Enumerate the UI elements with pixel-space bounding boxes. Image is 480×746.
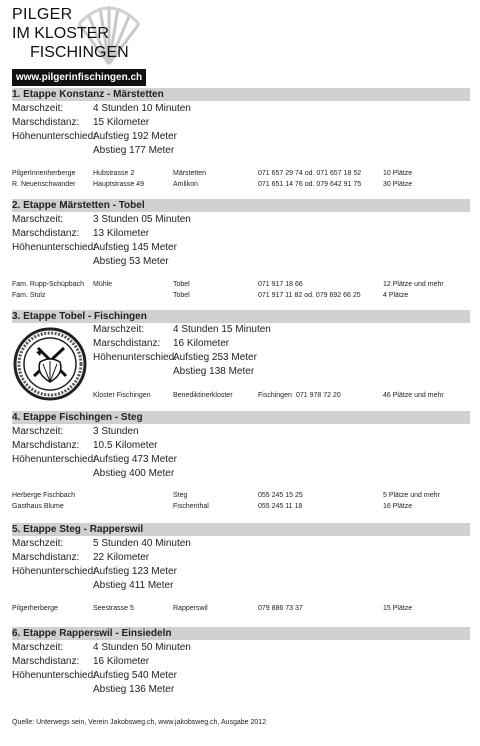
distance-label: Marschdistanz:: [12, 552, 80, 563]
stage-2: [12, 199, 470, 212]
elevation-label: Höhenunterschied:: [12, 131, 96, 142]
lodging-town: Märstetten: [173, 170, 207, 177]
elevation-label: Höhenunterschied:: [93, 352, 177, 363]
lodging-places: 16 Plätze: [383, 503, 413, 510]
time-value: 3 Stunden: [93, 426, 139, 437]
lodging-places: 46 Plätze und mehr: [383, 392, 444, 399]
lodging-places: 5 Plätze und mehr: [383, 492, 440, 499]
ascent-value: Aufstieg 192 Meter: [93, 131, 177, 142]
descent-value: Abstieg 53 Meter: [93, 256, 169, 267]
descent-value: Abstieg 136 Meter: [93, 684, 175, 695]
logo-line-2: IM KLOSTER: [12, 25, 109, 42]
lodging-name: Herberge Fischbach: [12, 492, 76, 499]
descent-value: Abstieg 411 Meter: [93, 580, 174, 591]
source-note: Quelle: Unterwegs sein, Verein Jakobsweg.ch, www.jakobsweg.ch, Ausgabe 2012: [12, 719, 267, 726]
lodging-town: Steg: [173, 492, 188, 499]
lodging-places: 4 Plätze: [383, 292, 409, 299]
logo-line-3: FISCHINGEN: [30, 44, 129, 61]
lodging-name: Fam. Rupp-Schüpbach: [12, 281, 84, 288]
descent-value: Abstieg 138 Meter: [173, 366, 255, 377]
distance-value: 16 Kilometer: [173, 338, 230, 349]
time-value: 5 Stunden 40 Minuten: [93, 538, 191, 549]
stage-title: 5. Etappe Steg - Rapperswil: [12, 523, 470, 536]
lodging-phone: 071 917 18 66: [258, 281, 303, 288]
logo: [12, 4, 146, 86]
stage-title: 4. Etappe Fischingen - Steg: [12, 411, 470, 424]
lodging-name: Fam. Stulz: [12, 292, 46, 299]
lodging-phone: 055 245 11 18: [258, 503, 303, 510]
lodging-name: R. Neuenschwander: [12, 181, 76, 188]
elevation-label: Höhenunterschied:: [12, 566, 96, 577]
time-label: Marschzeit:: [12, 214, 64, 225]
ascent-value: Aufstieg 123 Meter: [93, 566, 177, 577]
lodging-places: 10 Plätze: [383, 170, 413, 177]
lodging-town: Fischingen: [258, 392, 292, 399]
lodging-town: Rapperswil: [173, 605, 208, 612]
lodging-town: Tobel: [173, 281, 190, 288]
elevation-label: Höhenunterschied:: [12, 242, 96, 253]
lodging-places: 30 Plätze: [383, 181, 413, 188]
time-label: Marschzeit:: [12, 538, 64, 549]
lodging-phone: 071 978 72 20: [296, 392, 341, 399]
descent-value: Abstieg 177 Meter: [93, 145, 175, 156]
distance-value: 15 Kilometer: [93, 117, 150, 128]
distance-value: 22 Kilometer: [93, 552, 150, 563]
lodging-street: Mühle: [93, 281, 113, 288]
logo-url[interactable]: www.pilgerinfischingen.ch: [12, 69, 146, 86]
time-label: Marschzeit:: [12, 103, 64, 114]
distance-value: 16 Kilometer: [93, 656, 150, 667]
distance-label: Marschdistanz:: [12, 117, 80, 128]
time-label: Marschzeit:: [12, 426, 64, 437]
distance-label: Marschdistanz:: [12, 440, 80, 451]
logo-line-1: PILGER: [12, 6, 73, 23]
stage-4: [12, 411, 470, 424]
lodging-town: Fischenthal: [173, 503, 209, 510]
time-value: 4 Stunden 50 Minuten: [93, 642, 191, 653]
lodging-phone: 079 886 73 37: [258, 605, 303, 612]
ascent-value: Aufstieg 473 Meter: [93, 454, 177, 465]
lodging-phone: 071 651 14 76 od. 079 642 91 75: [258, 181, 362, 188]
lodging-street: Hubstrasse 2: [93, 170, 135, 177]
lodging-town: Amlikon: [173, 181, 198, 188]
elevation-label: Höhenunterschied:: [12, 670, 96, 681]
stage-6: [12, 627, 470, 640]
stage-1: [12, 88, 470, 101]
stage-5: [12, 523, 470, 536]
lodging-name: Gasthaus Blume: [12, 503, 64, 510]
lodging-name: PilgerInnenherberge: [12, 170, 76, 177]
distance-label: Marschdistanz:: [12, 228, 80, 239]
distance-label: Marschdistanz:: [12, 656, 80, 667]
distance-value: 13 Kilometer: [93, 228, 150, 239]
time-value: 4 Stunden 10 Minuten: [93, 103, 191, 114]
ascent-value: Aufstieg 145 Meter: [93, 242, 177, 253]
descent-value: Abstieg 400 Meter: [93, 468, 175, 479]
lodging-name: Kloster Fischingen: [93, 392, 151, 399]
lodging-street: Seestrasse 5: [93, 605, 134, 612]
monastery-seal-icon: [12, 326, 88, 402]
stage-3: [12, 310, 470, 323]
stage-title: 6. Etappe Rapperswil - Einsiedeln: [12, 627, 470, 640]
lodging-phone: 071 917 11 82 od. 079 692 66 25: [258, 292, 361, 299]
distance-value: 10.5 Kilometer: [93, 440, 158, 451]
time-value: 3 Stunden 05 Minuten: [93, 214, 191, 225]
lodging-name: Pilgerherberge: [12, 605, 58, 612]
time-value: 4 Stunden 15 Minuten: [173, 324, 271, 335]
stage-title: 2. Etappe Märstetten - Tobel: [12, 199, 470, 212]
ascent-value: Aufstieg 540 Meter: [93, 670, 177, 681]
distance-label: Marschdistanz:: [93, 338, 161, 349]
lodging-phone: 055 245 15 25: [258, 492, 303, 499]
lodging-street: Benediktinerkloster: [173, 392, 233, 399]
stage-title: 1. Etappe Konstanz - Märstetten: [12, 88, 470, 101]
lodging-street: Hauptstrasse 49: [93, 181, 144, 188]
ascent-value: Aufstieg 253 Meter: [173, 352, 257, 363]
lodging-places: 12 Plätze und mehr: [383, 281, 444, 288]
stage-title: 3. Etappe Tobel - Fischingen: [12, 310, 470, 323]
elevation-label: Höhenunterschied:: [12, 454, 96, 465]
lodging-phone: 071 657 29 74 od. 071 657 18 52: [258, 170, 362, 177]
lodging-places: 15 Plätze: [383, 605, 413, 612]
lodging-town: Tobel: [173, 292, 190, 299]
time-label: Marschzeit:: [93, 324, 145, 335]
time-label: Marschzeit:: [12, 642, 64, 653]
